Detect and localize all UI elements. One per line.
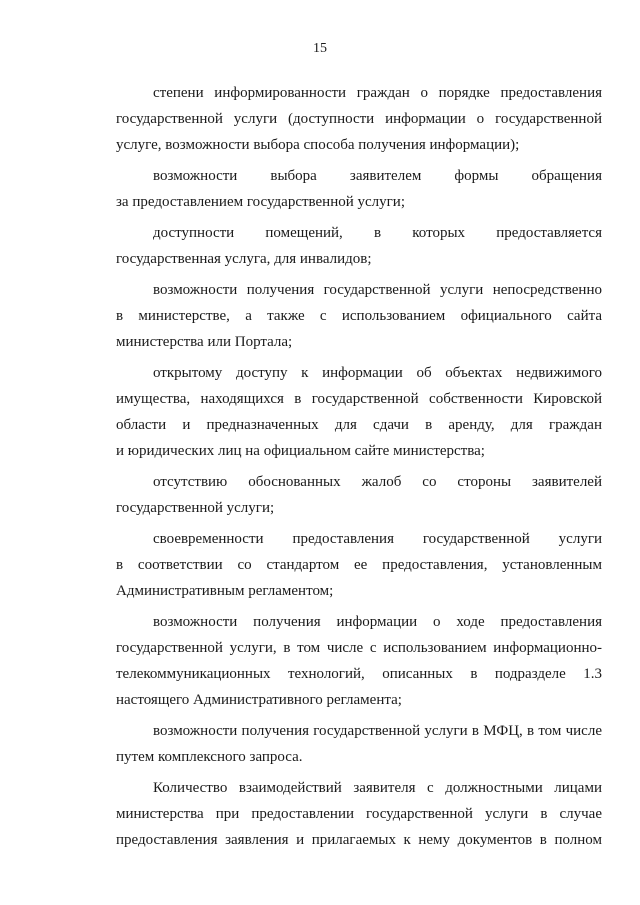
text-line: отсутствию обоснованных жалоб со стороны заявителей bbox=[153, 474, 602, 490]
paragraph-no-complaints bbox=[116, 469, 602, 521]
text-line: в соответствии со стандартом ее предоставления, установленным bbox=[116, 557, 602, 573]
paragraph-accessibility bbox=[116, 220, 602, 272]
page-number: 15 bbox=[313, 41, 327, 56]
text-line: путем комплексного запроса. bbox=[116, 749, 303, 765]
text-line: предоставления заявления и прилагаемых к нему документов в полном bbox=[116, 832, 602, 848]
text-line: государственной услуги (доступности информации о государственной bbox=[116, 111, 602, 127]
paragraph-timeliness bbox=[116, 526, 602, 604]
text-line: имущества, находящихся в государственной собственности Кировской bbox=[116, 391, 602, 407]
text-line: настоящего Административного регламента; bbox=[116, 692, 402, 708]
paragraph-mfc bbox=[116, 718, 602, 770]
text-line: министерства или Портала; bbox=[116, 334, 293, 350]
text-line: возможности получения государственной услуги в МФЦ, в том числе bbox=[153, 723, 602, 739]
text-line: государственной услуги, в том числе с использованием информационно- bbox=[116, 640, 602, 656]
paragraph-direct-service bbox=[116, 277, 602, 355]
text-line: в министерстве, а также с использованием официального сайта bbox=[116, 308, 602, 324]
paragraph-form-choice bbox=[116, 163, 602, 215]
text-line: доступности помещений, в которых предоставляется bbox=[153, 225, 602, 241]
text-line: государственной услуги; bbox=[116, 500, 275, 516]
text-line: услуге, возможности выбора способа получения информации); bbox=[116, 137, 520, 153]
text-line: открытому доступу к информации об объектах недвижимого bbox=[153, 365, 602, 381]
text-line: возможности получения государственной услуги непосредственно bbox=[153, 282, 602, 298]
text-line: возможности выбора заявителем формы обращения bbox=[153, 168, 602, 184]
text-line: телекоммуникационных технологий, описанных в подразделе 1.3 bbox=[116, 666, 602, 682]
paragraph-progress-info bbox=[116, 609, 602, 713]
text-line: за предоставлением государственной услуги; bbox=[116, 194, 406, 210]
text-line: возможности получения информации о ходе предоставления bbox=[153, 614, 602, 630]
text-line: Административным регламентом; bbox=[116, 583, 334, 599]
paragraph-interactions-count bbox=[116, 775, 602, 853]
text-line: государственная услуга, для инвалидов; bbox=[116, 251, 372, 267]
paragraph-open-access bbox=[116, 360, 602, 464]
text-line: своевременности предоставления государственной услуги bbox=[153, 531, 602, 547]
text-line: и юридических лиц на официальном сайте министерства; bbox=[116, 443, 485, 459]
text-line: Количество взаимодействий заявителя с должностными лицами bbox=[153, 780, 602, 796]
text-line: области и предназначенных для сдачи в аренду, для граждан bbox=[116, 417, 602, 433]
text-line: министерства при предоставлении государственной услуги в случае bbox=[116, 806, 602, 822]
paragraph-awareness bbox=[116, 80, 602, 158]
document-body bbox=[116, 80, 602, 858]
text-line: степени информированности граждан о порядке предоставления bbox=[153, 85, 602, 101]
